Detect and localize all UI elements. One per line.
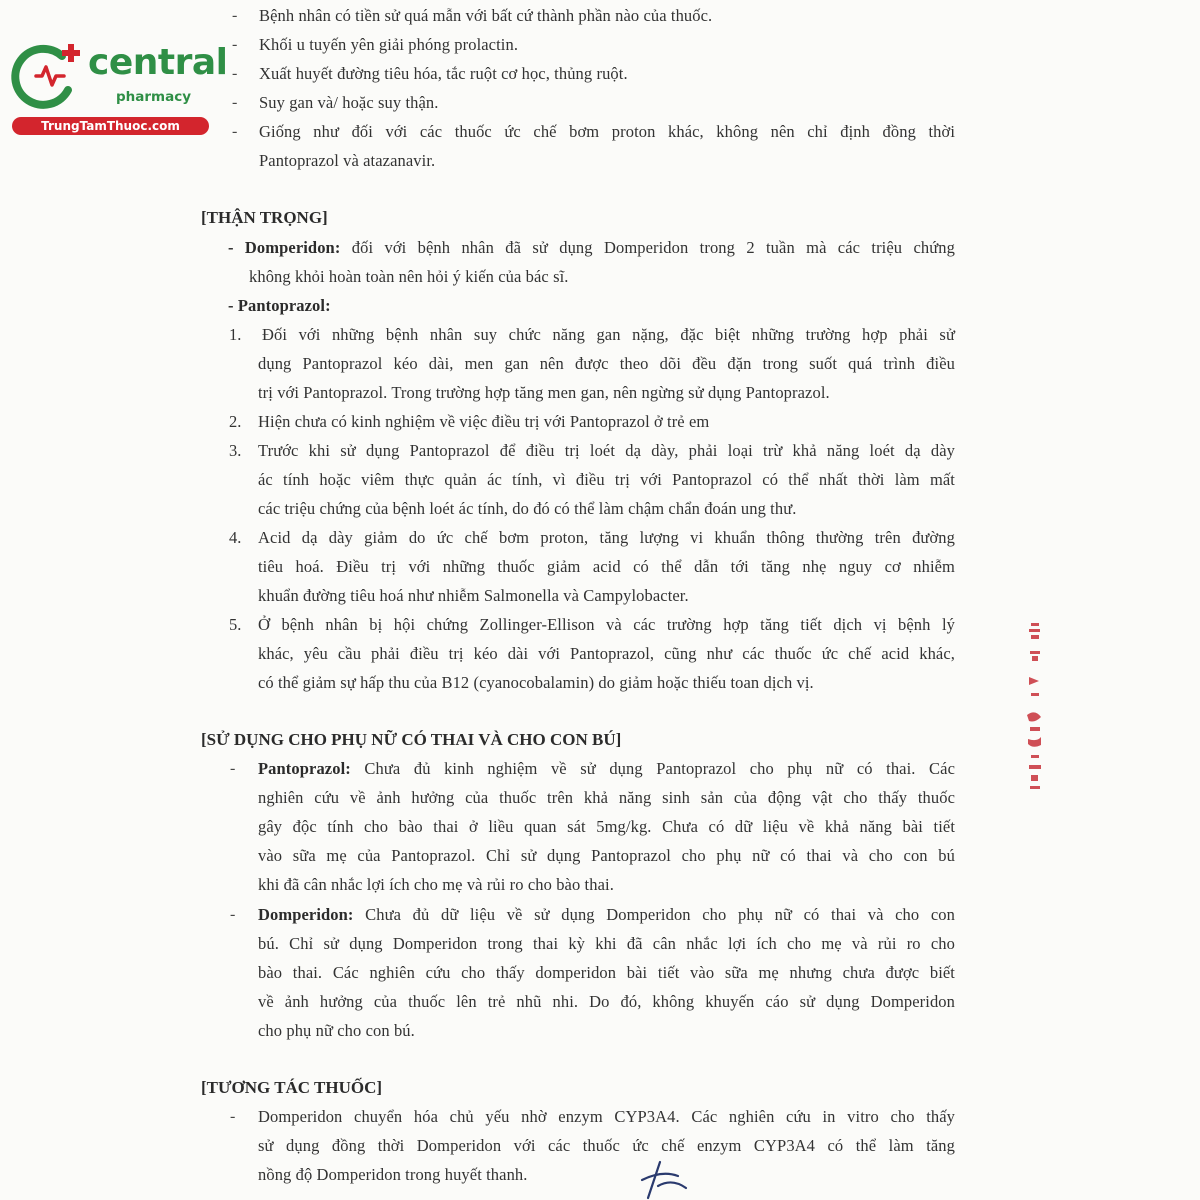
bullet: - bbox=[232, 36, 238, 53]
red-stamp-mark bbox=[1015, 615, 1055, 805]
list-number: 1. bbox=[229, 325, 242, 344]
bullet: - bbox=[230, 760, 236, 777]
pregnancy-line: gây độc tính cho bào thai ở liều quan sát 5mg/kg. Chưa có dữ liệu về khả năng bài tiết bbox=[258, 817, 955, 836]
list-number: 3. bbox=[229, 441, 242, 460]
pregnancy-line: về ảnh hưởng của thuốc lên trẻ nhũ nhi. Do đó, không khuyến cáo sử dụng Domperidon bbox=[258, 992, 955, 1011]
contraindication-item: Xuất huyết đường tiêu hóa, tắc ruột cơ học, thủng ruột. bbox=[259, 64, 628, 83]
list-item-line: Acid dạ dày giảm do ức chế bơm proton, tăng lượng vi khuẩn thông thường trên đường bbox=[258, 528, 955, 547]
list-item-line: Trước khi sử dụng Pantoprazol để điều trị loét dạ dày, phải loại trừ khả năng loét dạ dày bbox=[258, 441, 955, 460]
precaution-pantoprazol-label bbox=[228, 296, 331, 316]
list-item-line: Đối với những bệnh nhân suy chức năng gan nặng, đặc biệt những trường hợp phải sử bbox=[262, 325, 955, 344]
interactions-heading: [TƯƠNG TÁC THUỐC] bbox=[201, 1078, 383, 1097]
interaction-line: Domperidon chuyển hóa chủ yếu nhờ enzym CYP3A4. Các nghiên cứu in vitro cho thấy bbox=[258, 1107, 955, 1126]
list-item-line: có thể giảm sự hấp thu của B12 (cyanocobalamin) do giảm hoặc thiếu toan dịch vị. bbox=[258, 673, 814, 692]
list-item-line: tiêu hoá. Điều trị với những thuốc giảm acid có thể dẫn tới tăng nhẹ nguy cơ nhiễm bbox=[258, 557, 955, 576]
pregnancy-line: khi đã cân nhắc lợi ích cho mẹ và rủi ro cho bào thai. bbox=[258, 875, 614, 894]
list-item-line: trị với Pantoprazol. Trong trường hợp tăng men gan, nên ngừng sử dụng Pantoprazol. bbox=[258, 383, 830, 402]
bullet: - bbox=[230, 1108, 236, 1125]
pregnancy-domperidon bbox=[258, 905, 955, 925]
pantoprazol-label: Pantoprazol: bbox=[258, 759, 351, 778]
list-item-line: Hiện chưa có kinh nghiệm về việc điều trị với Pantoprazol ở trẻ em bbox=[258, 412, 710, 431]
interaction-line: nồng độ Domperidon trong huyết thanh. bbox=[258, 1165, 528, 1184]
precaution-domperidon-text: đối với bệnh nhân đã sử dụng Domperidon trong 2 tuần mà các triệu chứng bbox=[351, 238, 955, 257]
interaction-line: sử dụng đồng thời Domperidon với các thuốc ức chế enzym CYP3A4 có thể làm tăng bbox=[258, 1136, 955, 1155]
pregnancy-line: nghiên cứu về ảnh hưởng của thuốc trên khả năng sinh sản của động vật cho thấy thuốc bbox=[258, 788, 955, 807]
pregnancy-domperidon-text: Chưa đủ dữ liệu về sử dụng Domperidon cho phụ nữ có thai và cho con bbox=[365, 905, 955, 924]
list-number: 2. bbox=[229, 412, 242, 431]
pregnancy-line: bào thai. Các nghiên cứu cho thấy domperidon bài tiết vào sữa mẹ nhưng chưa được biết bbox=[258, 963, 955, 982]
bullet: - bbox=[232, 7, 238, 24]
precaution-domperidon-continued: không khỏi hoàn toàn nên hỏi ý kiến của bác sĩ. bbox=[249, 267, 569, 286]
pregnancy-line: vào sữa mẹ của Pantoprazol. Chỉ sử dụng Pantoprazol cho phụ nữ có thai và cho con bú bbox=[258, 846, 955, 865]
pregnancy-heading: [SỬ DỤNG CHO PHỤ NỮ CÓ THAI VÀ CHO CON BÚ] bbox=[201, 730, 622, 749]
list-item-line: khác, yêu cầu phải điều trị kéo dài với Pantoprazol, cũng như các thuốc ức chế acid khác, bbox=[258, 644, 955, 663]
bullet: - bbox=[232, 123, 238, 140]
pregnancy-pantoprazol-text: Chưa đủ kinh nghiệm về sử dụng Pantoprazol cho phụ nữ có thai. Các bbox=[364, 759, 955, 778]
pregnancy-line: bú. Chỉ sử dụng Domperidon trong thai kỳ khi đã cân nhắc lợi ích cho mẹ và rủi ro cho bbox=[258, 934, 955, 953]
list-item-line: khuẩn đường tiêu hoá như nhiễm Salmonella và Campylobacter. bbox=[258, 586, 689, 605]
contraindication-item: Suy gan và/ hoặc suy thận. bbox=[259, 93, 439, 112]
pantoprazol-label: - Pantoprazol: bbox=[228, 296, 331, 315]
pregnancy-pantoprazol bbox=[258, 759, 955, 779]
logo-subtitle: pharmacy bbox=[116, 89, 192, 105]
central-pharmacy-logo bbox=[10, 38, 228, 138]
contraindication-item: Khối u tuyến yên giải phóng prolactin. bbox=[259, 35, 519, 54]
list-item-line: dụng Pantoprazol kéo dài, men gan nên được theo dõi đều đặn trong suốt quá trình điều bbox=[258, 354, 955, 373]
contraindication-item: Bệnh nhân có tiền sử quá mẫn với bất cứ thành phần nào của thuốc. bbox=[259, 6, 713, 25]
pharmacy-cross-icon bbox=[10, 38, 90, 116]
list-number: 4. bbox=[229, 528, 242, 547]
precautions-heading: [THẬN TRỌNG] bbox=[201, 208, 328, 227]
logo-brand-text: central bbox=[88, 42, 228, 83]
bullet: - bbox=[232, 94, 238, 111]
contraindication-item: Giống như đối với các thuốc ức chế bơm proton khác, không nên chỉ định đồng thời bbox=[259, 122, 955, 141]
pregnancy-line: cho phụ nữ cho con bú. bbox=[258, 1021, 415, 1040]
logo-website: TrungTamThuoc.com bbox=[12, 117, 209, 135]
domperidon-label: - Domperidon: bbox=[228, 238, 341, 257]
precaution-domperidon bbox=[228, 238, 955, 258]
list-item-line: ác tính hoặc viêm thực quản ác tính, vì điều trị với Pantoprazol có thể nhất thời làm mất bbox=[258, 470, 955, 489]
list-item-line: Ở bệnh nhân bị hội chứng Zollinger-Ellison và các trường hợp tăng tiết dịch vị bệnh lý bbox=[258, 615, 955, 634]
bullet: - bbox=[232, 65, 238, 82]
bullet: - bbox=[230, 906, 236, 923]
signature-mark bbox=[628, 1158, 698, 1200]
list-number: 5. bbox=[229, 615, 242, 634]
list-item-line: các triệu chứng của bệnh loét ác tính, do đó có thể làm chậm chẩn đoán ung thư. bbox=[258, 499, 797, 518]
domperidon-label: Domperidon: bbox=[258, 905, 354, 924]
contraindication-item-continued: Pantoprazol và atazanavir. bbox=[259, 151, 436, 170]
